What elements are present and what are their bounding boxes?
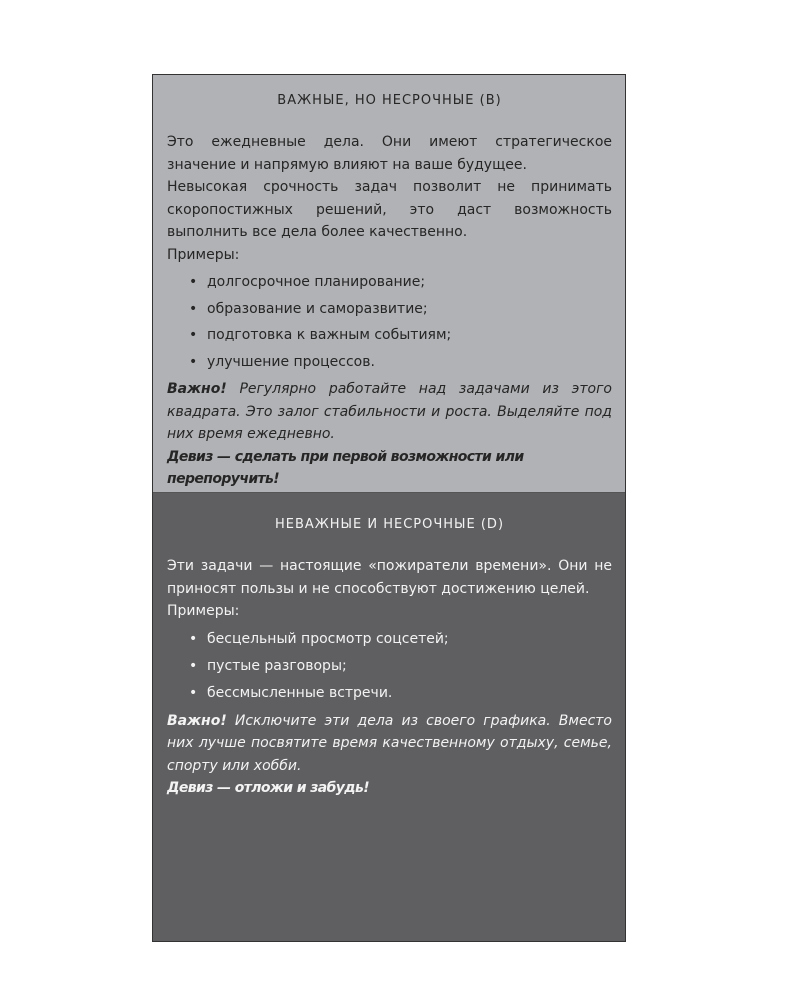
section-d-paragraph-1: Эти задачи — настоящие «пожиратели времени». Они не приносят пользы и не способствуют достижению целей. <box>167 558 612 597</box>
important-text: Исключите эти дела из своего графика. Вместо них лучше посвятите время качественному отдыху, семье, спорту или хобби. <box>167 712 612 774</box>
section-b-paragraph-2: Невысокая срочность задач позволит не принимать скоропостижных решений, это даст возможность выполнить все дела более качественно. <box>167 179 612 240</box>
important-label: Важно! <box>167 381 227 397</box>
section-d-examples-list <box>167 626 612 707</box>
list-item: • образование и саморазвитие; <box>189 296 612 323</box>
bullet-icon: • <box>189 353 198 370</box>
bullet-icon: • <box>189 684 198 701</box>
section-b-motto: Девиз — сделать при первой возможности или перепоручить! <box>167 448 524 487</box>
list-item: • бесцельный просмотр соцсетей; <box>189 626 612 653</box>
bullet-icon: • <box>189 327 198 343</box>
list-item: • подготовка к важным событиям; <box>189 322 612 349</box>
list-item: • бессмысленные встречи. <box>189 680 612 707</box>
list-item: • долгосрочное планирование; <box>189 269 612 296</box>
section-d-examples-label: Примеры: <box>167 603 240 619</box>
important-text: Регулярно работайте над задачами из этого квадрата. Это залог стабильности и роста. Выделяйте под них время ежедневно. <box>167 381 612 442</box>
list-item: • улучшение процессов. <box>189 349 612 376</box>
section-d-important-note <box>167 710 612 778</box>
section-not-important-not-urgent <box>153 493 625 942</box>
important-label: Важно! <box>167 712 227 729</box>
bullet-icon: • <box>189 300 198 317</box>
bullet-icon: • <box>189 274 198 290</box>
section-d-motto: Девиз — отложи и забудь! <box>167 780 370 796</box>
section-d-heading: НЕВАЖНЫЕ И НЕСРОЧНЫЕ (D) <box>274 517 505 532</box>
section-important-not-urgent <box>153 75 625 493</box>
section-b-heading: ВАЖНЫЕ, НО НЕСРОЧНЫЕ (B) <box>277 93 502 108</box>
section-b-paragraph-1: Это ежедневные дела. Они имеют стратегическое значение и напрямую влияют на ваше будущее. <box>167 134 612 173</box>
list-item: • пустые разговоры; <box>189 653 612 680</box>
priority-matrix-card <box>152 74 626 942</box>
bullet-icon: • <box>189 630 198 647</box>
bullet-icon: • <box>189 657 198 674</box>
section-b-examples-list <box>167 269 612 375</box>
section-b-examples-label: Примеры: <box>167 246 240 263</box>
section-b-important-note <box>167 378 612 446</box>
